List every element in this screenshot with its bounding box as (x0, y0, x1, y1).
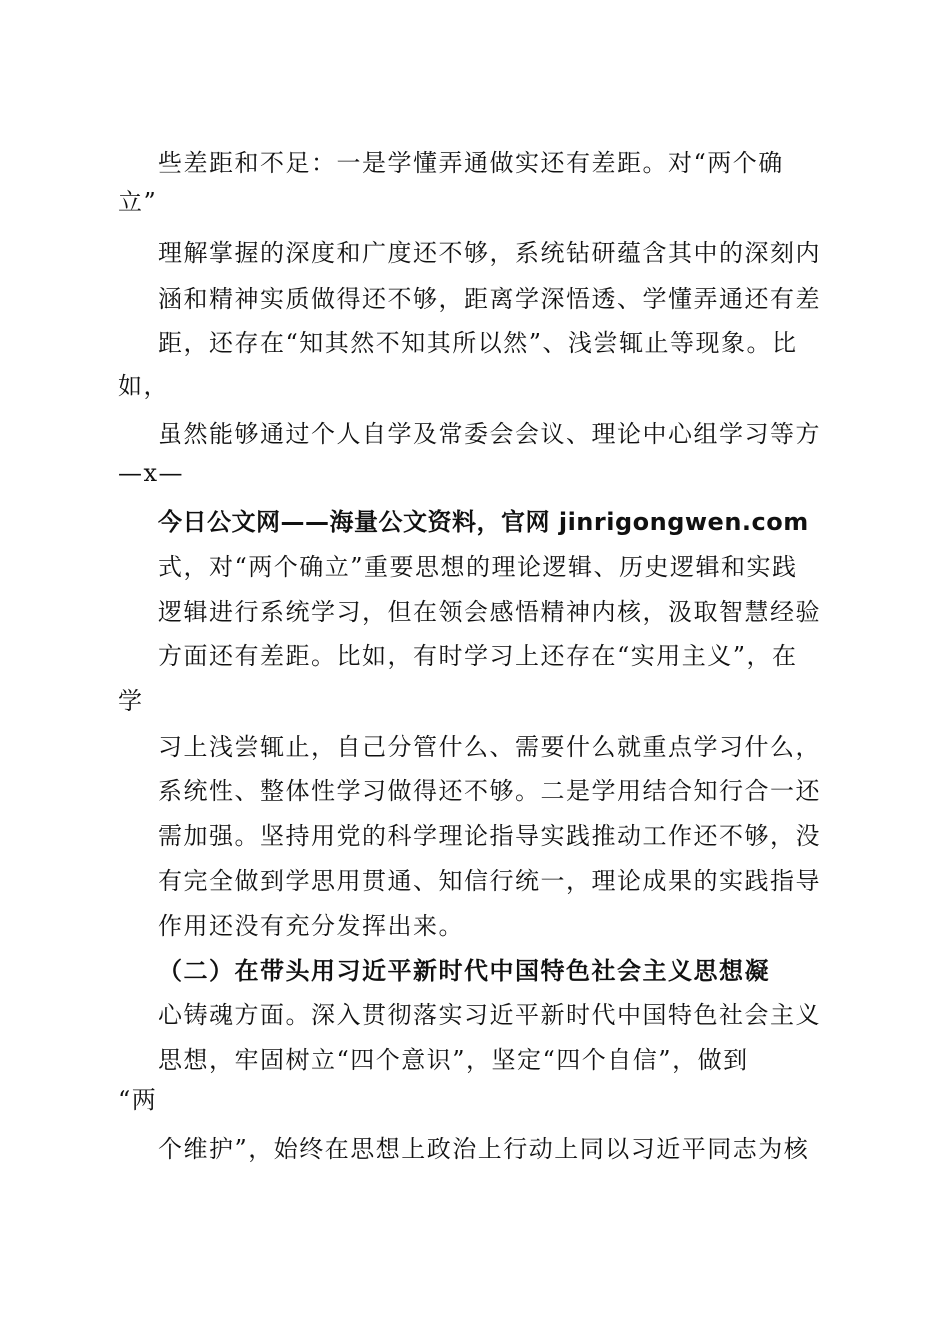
section-heading: （二）在带头用习近平新时代中国特色社会主义思想凝 (158, 956, 770, 985)
body-line-18: 思想，牢固树立“四个意识”，坚定“四个自信”，做到 (158, 1046, 749, 1074)
body-line-5: 距，还存在“知其然不知其所以然”、浅尝辄止等现象。比 (158, 329, 798, 357)
body-line-20: 个维护”，始终在思想上政治上行动上同以习近平同志为核 (158, 1135, 810, 1163)
body-line-10: 方面还有差距。比如，有时学习上还存在“实用主义”，在 (158, 642, 798, 670)
body-line-3: 理解掌握的深度和广度还不够，系统钻研蕴含其中的深刻内 (158, 239, 821, 267)
body-line-11: 学 (118, 687, 144, 715)
body-line-19: “两 (118, 1086, 158, 1114)
body-line-9: 逻辑进行系统学习，但在领会感悟精神内核，汲取智慧经验 (158, 598, 821, 626)
body-line-4: 涵和精神实质做得还不够，距离学深悟透、学懂弄通还有差 (158, 285, 821, 313)
body-line-8: 式，对“两个确立”重要思想的理论逻辑、历史逻辑和实践 (158, 553, 798, 581)
website-banner: 今日公文网——海量公文资料，官网 jinrigongwen.com (158, 508, 809, 536)
body-line-6: 如， (118, 372, 169, 400)
body-line-17: 心铸魂方面。深入贯彻落实习近平新时代中国特色社会主义 (158, 1001, 821, 1029)
body-line-1: 些差距和不足：一是学懂弄通做实还有差距。对“两个确 (158, 149, 784, 177)
body-line-2: 立” (118, 188, 158, 216)
body-line-14: 需加强。坚持用党的科学理论指导实践推动工作还不够，没 (158, 822, 821, 850)
body-line-7: 虽然能够通过个人自学及常委会会议、理论中心组学习等方 (158, 420, 821, 448)
body-line-13: 系统性、整体性学习做得还不够。二是学用结合知行合一还 (158, 777, 821, 805)
body-line-15: 有完全做到学思用贯通、知信行统一，理论成果的实践指导 (158, 867, 821, 895)
page-separator: —x— (118, 459, 185, 487)
body-line-16: 作用还没有充分发挥出来。 (158, 912, 464, 940)
body-line-12: 习上浅尝辄止，自己分管什么、需要什么就重点学习什么， (158, 733, 821, 761)
